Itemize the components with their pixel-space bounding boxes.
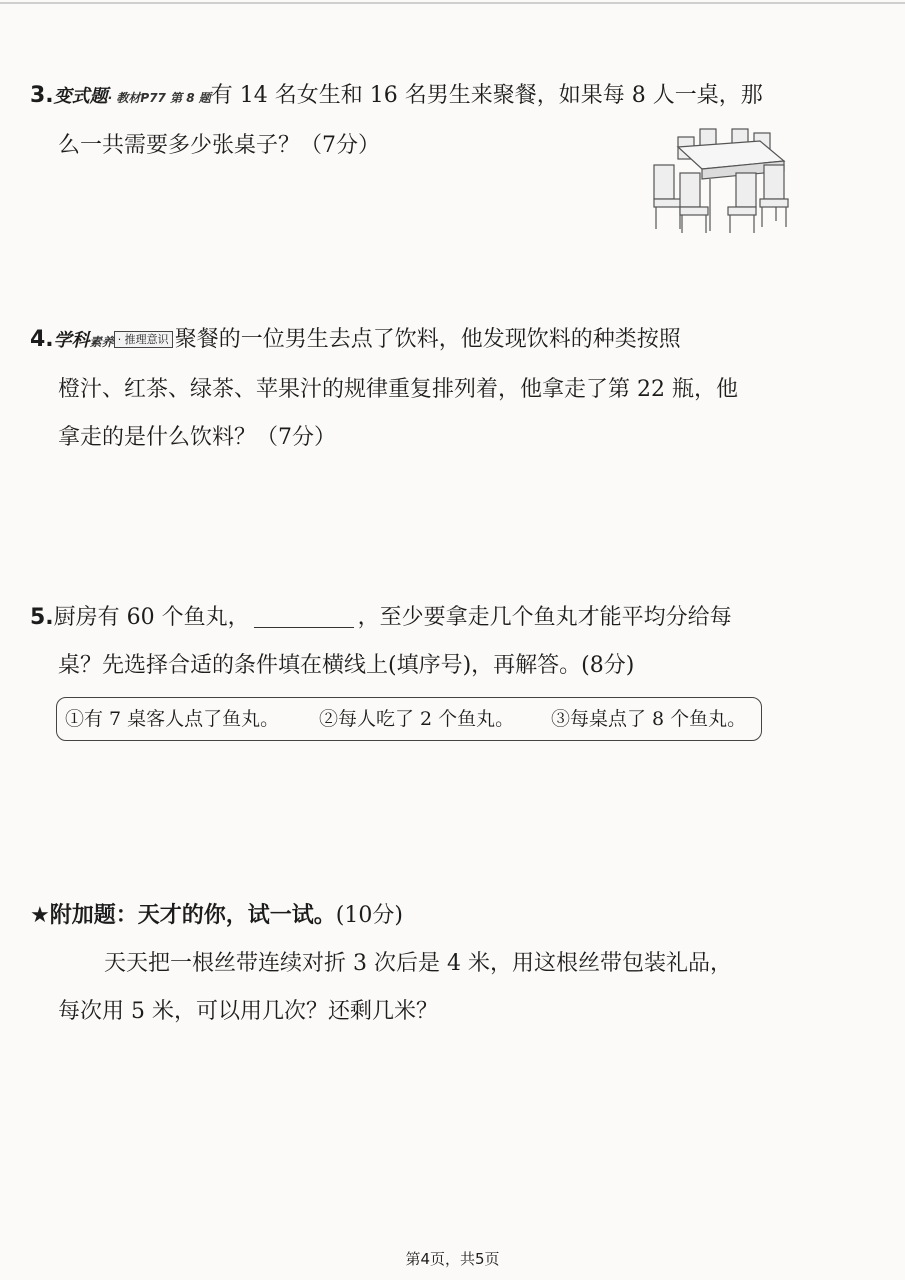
top-border bbox=[0, 2, 905, 4]
question-3-line-1 bbox=[30, 72, 810, 122]
question-4-number: 4. bbox=[30, 327, 54, 352]
answer-blank[interactable] bbox=[254, 603, 354, 628]
question-4-tag-skill: · 推理意识 bbox=[114, 331, 173, 348]
question-4 bbox=[30, 316, 810, 462]
question-4-text-2: 橙汁、红茶、绿茶、苹果汁的规律重复排列着，他拿走了第 22 瓶，他 bbox=[58, 377, 738, 402]
page-footer: 第4页，共5页 bbox=[405, 1250, 500, 1268]
question-3-tag: 变式题 bbox=[53, 86, 108, 107]
condition-option-2[interactable]: ②每人吃了 2 个鱼丸。 bbox=[319, 708, 515, 730]
dining-table-icon bbox=[650, 125, 796, 235]
condition-option-1[interactable]: ①有 7 桌客人点了鱼丸。 bbox=[65, 708, 280, 730]
question-4-line-1 bbox=[30, 316, 810, 366]
condition-options-box bbox=[56, 697, 762, 741]
question-3-tag-source: · 教材P77 第 8 题 bbox=[107, 91, 211, 105]
question-5-line-1 bbox=[30, 594, 810, 642]
question-4-text-1: 聚餐的一位男生去点了饮料，他发现饮料的种类按照 bbox=[174, 327, 681, 352]
bonus-title: 附加题：天才的你，试一试。 bbox=[49, 903, 336, 928]
question-4-tag: 学科 bbox=[53, 330, 90, 351]
question-5-text-1a: 厨房有 60 个鱼丸， bbox=[53, 605, 250, 630]
question-3-number: 3. bbox=[30, 83, 54, 108]
bonus-text-1: 天天把一根丝带连续对折 3 次后是 4 米，用这根丝带包装礼品， bbox=[104, 951, 732, 976]
bonus-question bbox=[30, 892, 810, 1036]
question-5-text-2: 桌？先选择合适的条件填在横线上(填序号)，再解答。(8分) bbox=[58, 653, 635, 678]
question-4-text-3: 拿走的是什么饮料？（7分） bbox=[58, 425, 336, 450]
bonus-text-2: 每次用 5 米，可以用几次？还剩几米？ bbox=[58, 999, 438, 1024]
bonus-score: (10分) bbox=[335, 903, 403, 928]
question-3-text-2: 么一共需要多少张桌子？（7分） bbox=[58, 133, 380, 158]
question-5 bbox=[30, 594, 810, 690]
condition-option-3[interactable]: ③每桌点了 8 个鱼丸。 bbox=[551, 708, 747, 730]
star-icon: ★ bbox=[30, 903, 50, 928]
question-5-text-1b: ，至少要拿走几个鱼丸才能平均分给每 bbox=[357, 605, 732, 630]
question-5-number: 5. bbox=[30, 605, 54, 630]
bonus-title-line bbox=[30, 892, 810, 940]
question-4-tag-literacy: 素养 bbox=[89, 335, 114, 349]
question-3-text-1: 有 14 名女生和 16 名男生来聚餐，如果每 8 人一桌，那 bbox=[210, 83, 763, 108]
